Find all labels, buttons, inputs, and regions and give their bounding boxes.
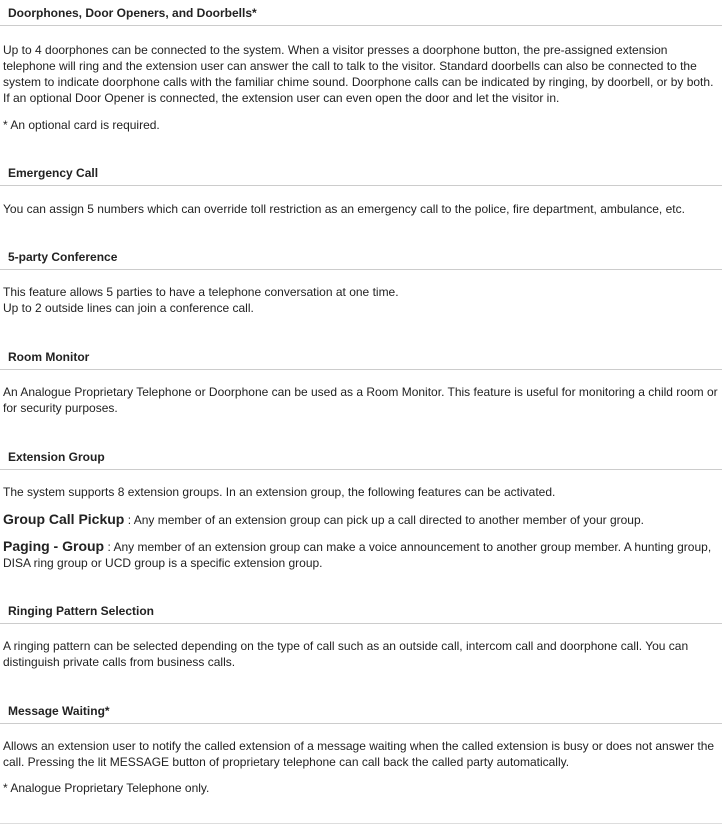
section-body: A ringing pattern can be selected depending on the type of call such as an outside call, intercom call and doorphone call. You can distinguish private calls from business calls.: [3, 639, 689, 669]
section-note: * An optional card is required.: [3, 118, 160, 132]
section-body: The system supports 8 extension groups. In an extension group, the following features can be activated.: [3, 485, 556, 499]
section-body: Up to 4 doorphones can be connected to the system. When a visitor presses a doorphone button, the pre-assigned extension telephone will ring and the extension user can answer the call to talk to the visitor. Standard doorbells can also be connected to the system to indicate doorphone calls with the familiar chime sound. Doorphone calls can be indicated by ringing, by doorbell, or by both. If an optional Door Opener is connected, the extension user can even open the door and let the visitor in.: [3, 43, 714, 105]
section-body: Allows an extension user to notify the called extension of a message waiting when the called extension is busy or does not answer the call. Pressing the lit MESSAGE button of proprietary telephone can call back the called party automatically.: [3, 739, 715, 769]
feature-group-call-pickup: [3, 511, 723, 528]
section-body-line: Up to 2 outside lines can join a conference call.: [3, 301, 254, 315]
section-title: Message Waiting*: [8, 704, 110, 718]
section-title: Doorphones, Door Openers, and Doorbells*: [8, 6, 257, 20]
section-body: An Analogue Proprietary Telephone or Doorphone can be used as a Room Monitor. This feature is useful for monitoring a child room or for security purposes.: [3, 385, 718, 415]
section-note: * Analogue Proprietary Telephone only.: [3, 781, 210, 795]
section-header-extension-group: [0, 446, 722, 470]
section-header-message-waiting: [0, 700, 722, 724]
feature-separator: :: [104, 540, 114, 554]
feature-paging-group: [3, 538, 723, 571]
section-header-room-monitor: [0, 346, 722, 370]
feature-separator: :: [124, 513, 134, 527]
section-title: 5-party Conference: [8, 250, 118, 264]
section-title: Room Monitor: [8, 350, 90, 364]
section-title: Ringing Pattern Selection: [8, 604, 155, 618]
section-header-emergency: [0, 162, 722, 186]
section-body-line: This feature allows 5 parties to have a telephone conversation at one time.: [3, 285, 399, 299]
feature-description: Any member of an extension group can pick up a call directed to another member of your group.: [133, 513, 644, 527]
section-header-ringing-pattern: [0, 600, 722, 624]
feature-title: Group Call Pickup: [3, 511, 125, 527]
section-header-doorphones: [0, 2, 722, 26]
section-body: You can assign 5 numbers which can override toll restriction as an emergency call to the police, fire department, ambulance, etc.: [3, 202, 685, 216]
feature-description: Any member of an extension group can make a voice announcement to another group member. A hunting group, DISA ring group or UCD group is a specific extension group.: [3, 540, 712, 570]
feature-title: Paging - Group: [3, 538, 105, 554]
section-header-conference: [0, 246, 722, 270]
section-title: Extension Group: [8, 450, 105, 464]
bottom-divider: [0, 823, 722, 824]
section-title: Emergency Call: [8, 166, 99, 180]
